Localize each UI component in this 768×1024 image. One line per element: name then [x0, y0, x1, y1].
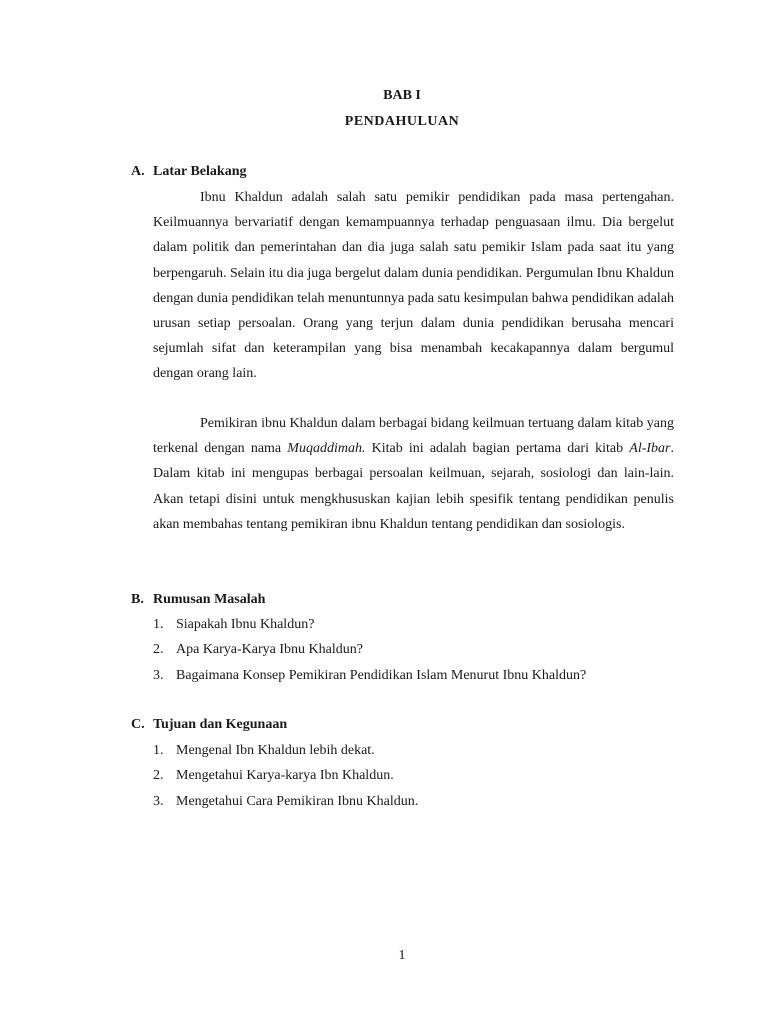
- section-title: Rumusan Masalah: [153, 592, 266, 607]
- list-text: Mengetahui Cara Pemikiran Ibnu Khaldun.: [176, 793, 419, 809]
- section-letter: B.: [131, 592, 144, 607]
- section-heading-rumusan-masalah: [131, 592, 265, 608]
- paragraph-text: Ibnu Khaldun adalah salah satu pemikir pendidikan pada masa pertengahan. Keilmuannya bervariatif dengan kemampuannya terhadap penguasaan ilmu. Dia bergelut dalam politik dan pemerintahan dan dia juga salah satu pemikir Islam pada saat itu yang berpengaruh. Selain itu dia juga bergelut dalam dunia pendidikan. Pergumulan Ibnu Khaldun dengan dunia pendidikan telah menuntunnya pada satu kesimpulan bahwa pendidikan adalah urusan setiap persoalan. Orang yang terjun dalam dunia pendidikan berusaha mencari sejumlah sifat dan keterampilan yang bisa menambah kecakapannya dalam bergumul dengan orang lain.: [153, 190, 674, 382]
- section-heading-latar-belakang: [131, 164, 246, 180]
- italic-term: Al-Ibar: [629, 441, 671, 457]
- paragraph-text: Kitab ini adalah bagian pertama dari kitab: [365, 441, 630, 457]
- page-number: 1: [398, 948, 406, 963]
- list-number: 3.: [153, 793, 164, 809]
- section-letter: A.: [131, 164, 145, 179]
- list-number: 1.: [153, 617, 164, 632]
- list-text: Mengenal Ibn Khaldun lebih dekat.: [176, 743, 375, 758]
- list-text: Apa Karya-Karya Ibnu Khaldun?: [176, 642, 363, 658]
- list-number: 2.: [153, 768, 164, 784]
- section-letter: C.: [131, 717, 145, 732]
- section-title: Latar Belakang: [153, 164, 247, 179]
- list-text: Mengetahui Karya-karya Ibn Khaldun.: [176, 768, 394, 784]
- rumusan-masalah-list: [153, 616, 586, 692]
- list-item: [153, 641, 586, 666]
- paragraph-text: Pemikiran ibnu Khaldun dalam berbagai bidang keilmuan tertuang dalam kitab yang terkenal dengan nama: [153, 416, 674, 457]
- italic-term: Muqaddimah.: [287, 441, 366, 457]
- list-text: Siapakah Ibnu Khaldun?: [176, 617, 315, 632]
- tujuan-kegunaan-list: [153, 742, 418, 818]
- list-number: 1.: [153, 743, 164, 758]
- paragraph-text: . Dalam kitab ini mengupas berbagai persoalan keilmuan, sejarah, sosiologi dan lain-lain. Akan tetapi disini untuk mengkhususkan kajian lebih spesifik tentang pendidikan penulis akan membahas tentang pemikiran ibnu Khaldun tentang pendidikan dan sosiologis.: [153, 441, 674, 532]
- section-heading-tujuan-kegunaan: [131, 717, 287, 733]
- list-item: [153, 793, 418, 818]
- paragraph-latar-belakang-1: [153, 185, 674, 387]
- list-item: [153, 667, 586, 692]
- list-item: [153, 616, 586, 641]
- list-text: Bagaimana Konsep Pemikiran Pendidikan Islam Menurut Ibnu Khaldun?: [176, 667, 587, 683]
- list-item: [153, 742, 418, 767]
- list-number: 3.: [153, 667, 164, 683]
- chapter-title: PENDAHULUAN: [344, 114, 460, 129]
- chapter-label: BAB I: [383, 88, 421, 103]
- list-item: [153, 767, 418, 792]
- paragraph-latar-belakang-2: [153, 411, 674, 537]
- section-title: Tujuan dan Kegunaan: [153, 717, 288, 732]
- list-number: 2.: [153, 642, 164, 658]
